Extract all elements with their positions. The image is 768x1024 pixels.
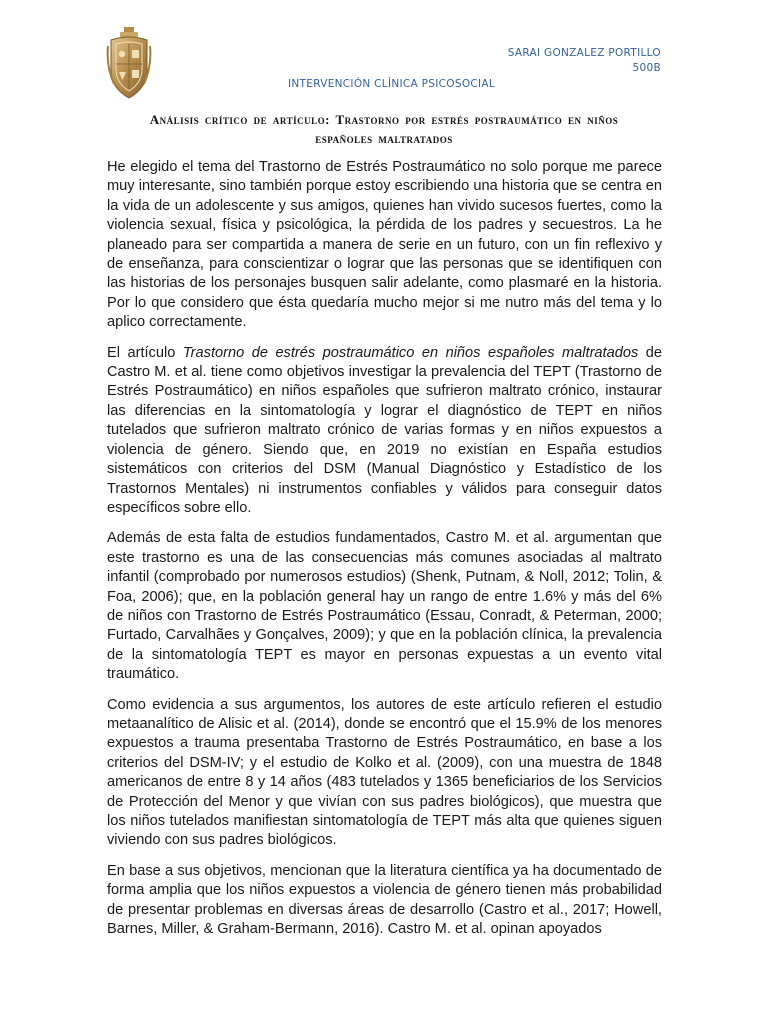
title-line-2: españoles maltratados [315, 131, 453, 146]
paragraph-2 [107, 344, 662, 519]
university-crest-icon [106, 26, 152, 100]
paragraph-1: He elegido el tema del Trastorno de Estrés Postraumático no solo porque me parece muy interesante, sino también porque estoy escribiendo una historia que se centra en la vida de un adolescente y sus amigos, quienes han vivido sucesos fuertes, como la violencia sexual, física y psicológica, la pérdida de los padres y secuestros. La he planeado para ser compartida a manera de serie en un futuro, con un fin reflexivo y de enseñanza, para conscientizar o lograr que las personas que se identifiquen con las historias de los personajes busquen salir adelante, como plasmaré en la historia. Por lo que considero que ésta quedaría mucho mejor si me nutro más del tema y lo aplico correctamente. [107, 159, 662, 331]
course-name: INTERVENCIÓN CLÍNICA PSICOSOCIAL [288, 78, 496, 90]
article-title-italic: Trastorno de estrés postraumático en niños españoles maltratados [182, 344, 639, 361]
title-line-1: Análisis crítico de artículo: Trastorno por estrés postraumático en niños [149, 112, 619, 127]
paragraph-3: Además de esta falta de estudios fundamentados, Castro M. et al. argumentan que este trastorno es una de las consecuencias más comunes asociadas al maltrato infantil (comprobado por numerosos estudios) (Shenk, Putnam, & Noll, 2012; Tolin, & Foa, 2006); que, en la población general hay un rango de entre 1.6% y más del 6% de niños con Trastorno de Estrés Postraumático (Essau, Conradt, & Peterman, 2000; Furtado, Carvalhães y Gonçalves, 2009); y que en la población clínica, la prevalencia de la sintomatología TEPT es mayor en personas expuestas a un evento vital traumático. [107, 530, 662, 683]
paragraph-4: Como evidencia a sus argumentos, los autores de este artículo refieren el estudio metaanalítico de Alisic et al. (2014), donde se encontró que el 15.9% de los menores expuestos a trauma presentaba Trastorno de Estrés Postraumático, en base a los criterios del DSM-IV; y el estudio de Kolko et al. (2009), con una muestra de 1848 americanos de entre 8 y 14 años (483 tutelados y 1365 beneficiarios de los Servicios de Protección del Menor y que vivían con sus padres biológicos), que muestra que los niños tutelados manifiestan sintomatología de TEPT más alta que quienes siguen viviendo con sus padres biológicos. [107, 696, 662, 849]
paragraph-2-start: El artículo [107, 344, 183, 361]
paragraph-2-end: de Castro M. et al. tiene como objetivos investigar la prevalencia del TEPT (Trastorno de Estrés Postraumático) en niños españoles que sufrieron maltrato crónico, instaurar las diferencias en la sintomatología y lograr el diagnóstico de TEPT en niños tutelados que sufrieron maltrato crónico de varias formas y en niños expuestos a violencia de género. Siendo que, en 2019 no existían en España estudios sistemáticos con criterios del DSM (Manual Diagnóstico y Estadístico de los Trastornos Mentales) ni instrumentos confiables y válidos para conseguir datos específicos sobre ello. [107, 344, 662, 516]
author-name: SARAI GONZALEZ PORTILLO [507, 47, 661, 59]
document-title [107, 110, 661, 148]
document-header-author [508, 46, 661, 76]
document-body [107, 158, 662, 950]
group-code: 500B [632, 62, 661, 74]
paragraph-5: En base a sus objetivos, mencionan que la literatura científica ya ha documentado de forma amplia que los niños expuestos a violencia de género tienen más probabilidad de presentar problemas en diversas áreas de desarrollo (Castro et al., 2017; Howell, Barnes, Miller, & Graham-Bermann, 2016). Castro M. et al. opinan apoyados [107, 862, 662, 938]
